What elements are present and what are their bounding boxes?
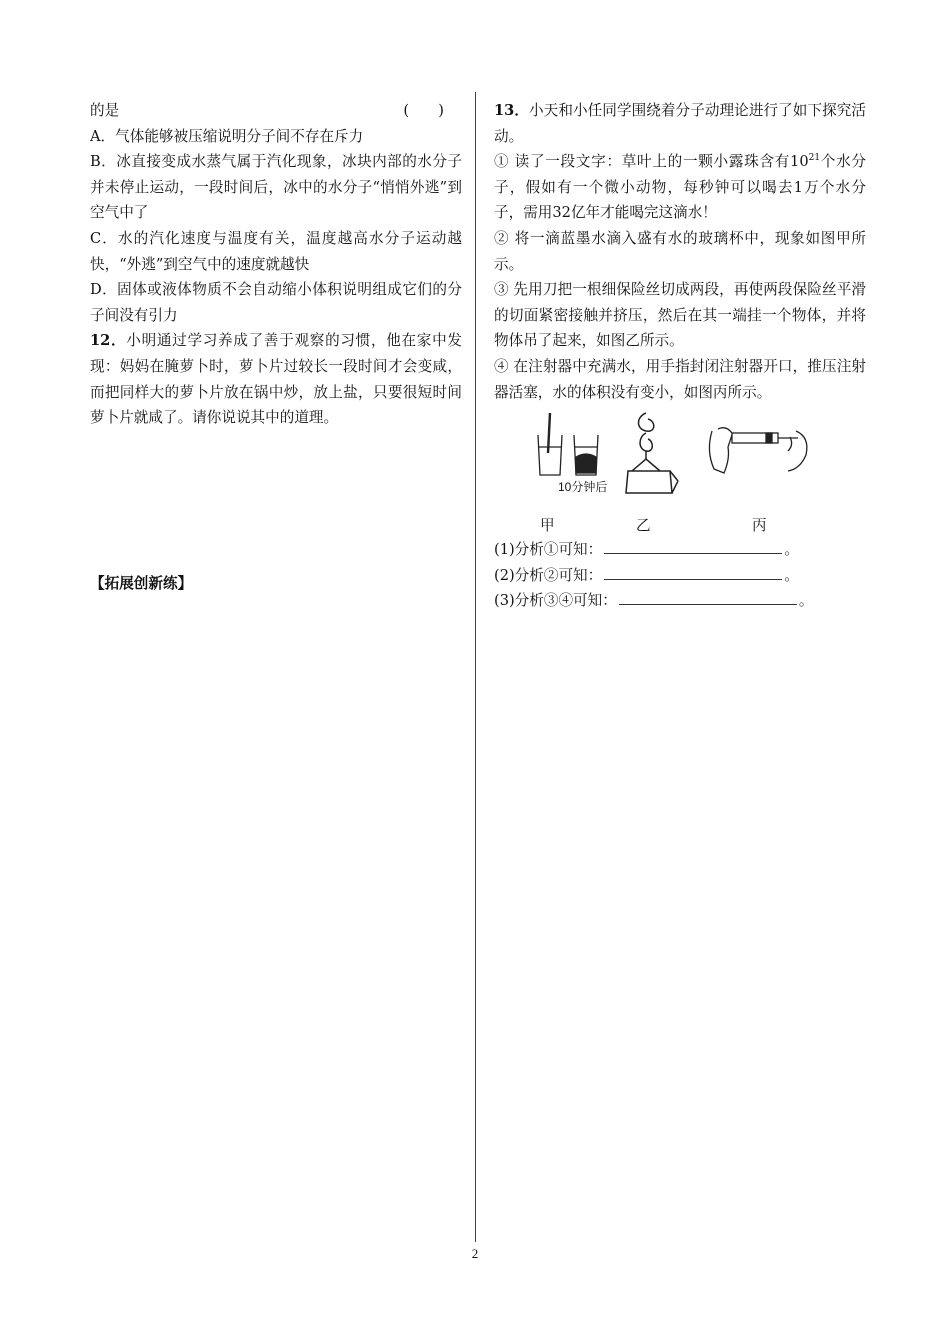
column-divider — [475, 92, 476, 1242]
option-d: D．固体或液体物质不会自动缩小体积说明组成它们的分子间没有引力 — [90, 281, 462, 324]
item-1-text-b: 个水分子，假如有一个微小动物，每秒钟可以喝去1万个水分子，需用32亿年才能喝完这滴水！ — [494, 153, 866, 222]
figure-group — [494, 411, 866, 511]
answer-line-3 — [494, 588, 866, 614]
q11-tail-line — [90, 98, 462, 124]
answer-line-1 — [494, 537, 866, 563]
figure-labels — [494, 513, 866, 537]
answer-2-suffix: 。 — [784, 566, 799, 584]
figure-yi-fuse — [626, 413, 678, 493]
section-heading: 【拓展创新练】 — [90, 575, 193, 592]
answer-1-prefix: (1)分析①可知： — [494, 541, 603, 559]
right-column — [494, 98, 866, 614]
answer-3-blank[interactable] — [619, 588, 797, 605]
option-a: A．气体能够被压缩说明分子间不存在斥力 — [90, 127, 364, 145]
q13-text: 小天和小任同学围绕着分子动理论进行了如下探究活动。 — [494, 102, 866, 145]
item-4: ④ 在注射器中充满水，用手指封闭注射器开口，推压注射器活塞，水的体积没有变小，如图丙所示。 — [494, 357, 866, 401]
left-column — [90, 98, 462, 431]
q12-text: 小明通过学习养成了善于观察的习惯，他在家中发现：妈妈在腌萝卜时，萝卜片过较长一段时间才会变咸，而把同样大的萝卜片放在锅中炒，放上盐，只要很短时间萝卜片就咸了。请你说说其中的道理。 — [90, 332, 462, 427]
q12-number: 12． — [90, 332, 127, 350]
item-2: ② 将一滴蓝墨水滴入盛有水的玻璃杯中，现象如图甲所示。 — [494, 229, 866, 273]
answer-3-suffix: 。 — [798, 592, 814, 610]
answer-1-blank[interactable] — [604, 537, 782, 554]
option-b: B．冰直接变成水蒸气属于汽化现象，冰块内部的水分子并未停止运动，一段时间后，冰中的水分子“悄悄外逃”到空气中了 — [90, 153, 462, 222]
item-1-text-a: ① 读了一段文字：草叶上的一颗小露珠含有10 — [494, 153, 809, 171]
experiment-figures — [494, 411, 866, 511]
figure-caption: 10分钟后 — [558, 480, 608, 495]
label-bing: 丙 — [752, 517, 767, 535]
figure-jia-glasses — [538, 413, 598, 475]
label-jia: 甲 — [540, 517, 555, 535]
q11-tail: 的是 — [90, 102, 120, 119]
figure-bing-syringe — [709, 428, 806, 473]
label-yi: 乙 — [636, 517, 651, 535]
page-number: 2 — [471, 1246, 479, 1261]
q13-number: 13． — [494, 102, 530, 119]
answer-2-prefix: (2)分析②可知： — [494, 566, 603, 584]
option-c: C．水的汽化速度与温度有关，温度越高水分子运动越快，“外逃”到空气中的速度就越快 — [90, 229, 462, 273]
answer-paren: ( ) — [403, 102, 444, 119]
answer-line-2 — [494, 563, 866, 589]
item-1 — [494, 149, 866, 226]
question-12 — [90, 328, 462, 430]
answer-1-suffix: 。 — [784, 541, 799, 559]
item-1-exponent: 21 — [808, 153, 821, 164]
answer-2-blank[interactable] — [604, 563, 782, 580]
question-13 — [494, 98, 866, 149]
answer-3-prefix: (3)分析③④可知： — [494, 592, 617, 610]
item-3: ③ 先用刀把一根细保险丝切成两段，再使两段保险丝平滑的切面紧密接触并挤压，然后在其一端挂一个物体，并将物体吊了起来，如图乙所示。 — [494, 281, 866, 350]
